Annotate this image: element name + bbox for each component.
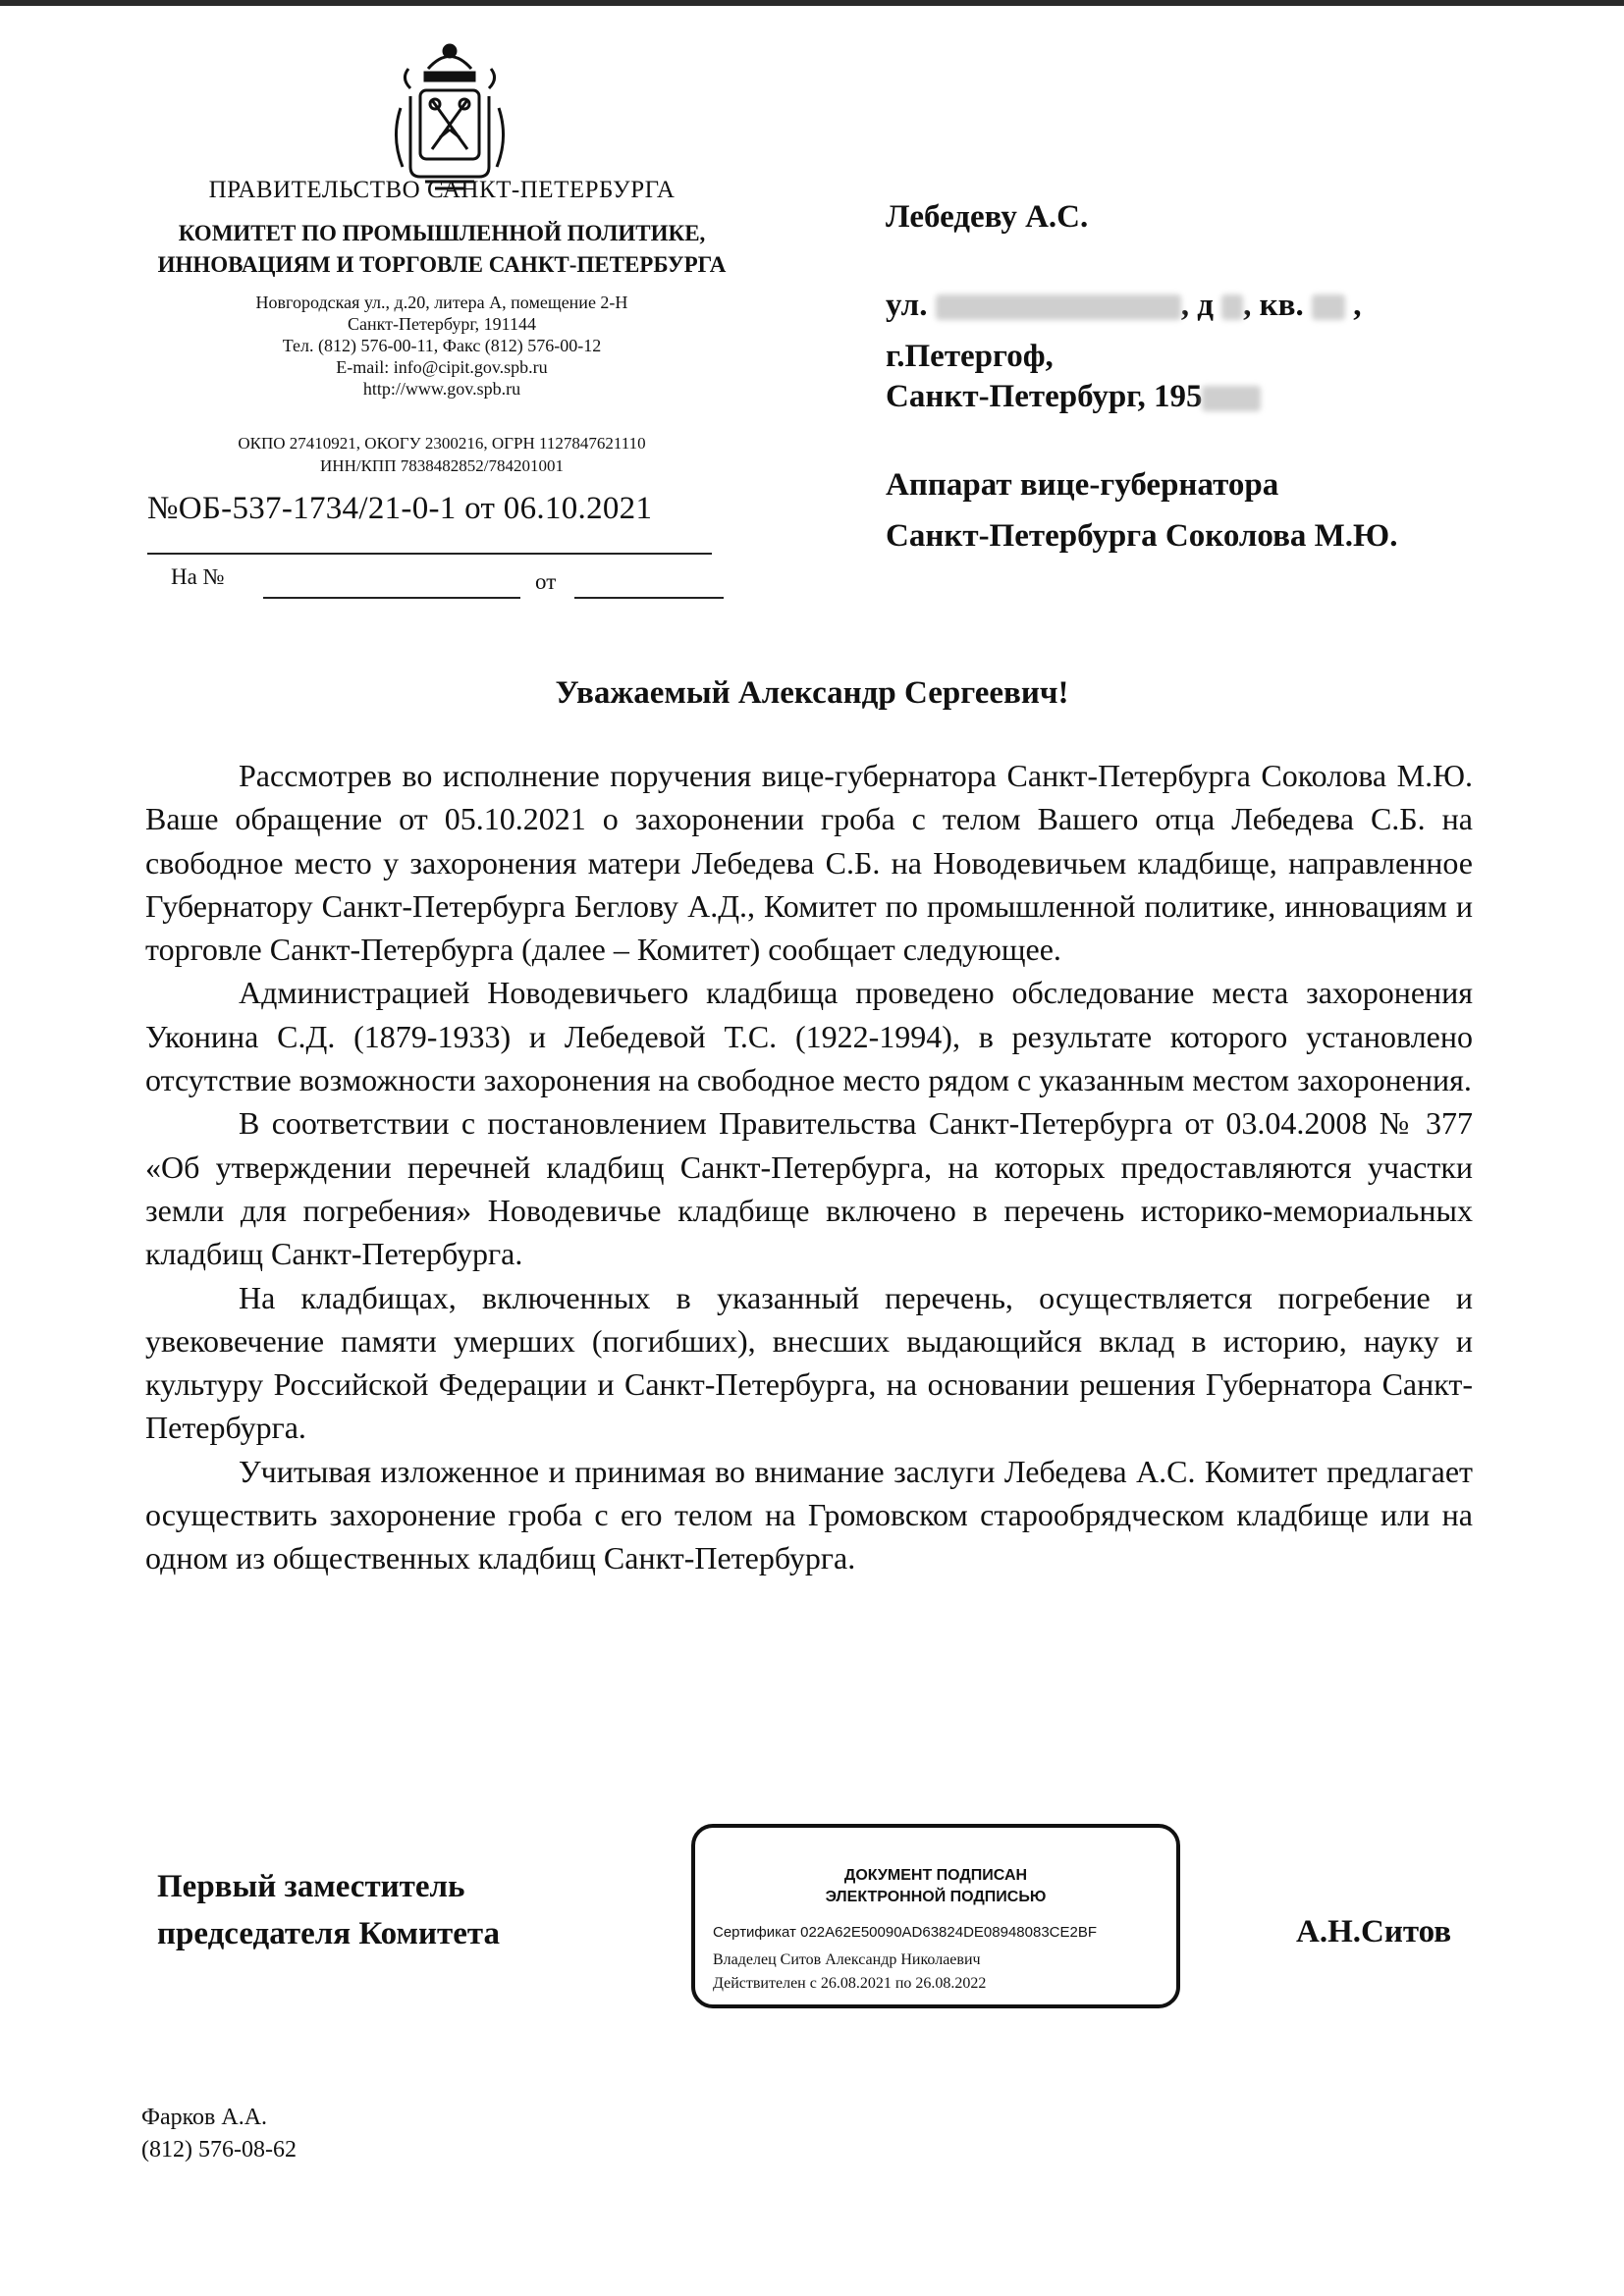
electronic-signature-stamp [691, 1824, 1180, 2008]
committee-address [137, 292, 746, 400]
executor-name: Фарков А.А. [141, 2105, 268, 2130]
committee-line-2: ИННОВАЦИЯМ И ТОРГОВЛЕ САНКТ-ПЕТЕРБУРГА [157, 252, 727, 277]
committee-codes [137, 432, 746, 477]
reply-to-number-line [263, 597, 520, 599]
stamp-heading-line-1: ДОКУМЕНТ ПОДПИСАН [843, 1867, 1028, 1884]
addressee-street [886, 280, 1362, 331]
government-name: ПРАВИТЕЛЬСТВО САНКТ-ПЕТЕРБУРГА [208, 177, 676, 203]
body-paragraph: Рассмотрев во исполнение поручения вице-губернатора Санкт-Петербурга Соколова М.Ю. Ваше обращение от 05.10.2021 о захоронении гроба с телом Вашего отца Лебедева С.Б. на свободное место у захоронения матери Лебедева С.Б. на Новодевичьем кладбище, направленное Губернатору Санкт-Петербурга Беглову А.Д., Комитет по промышленной политике, инновациям и торговле Санкт-Петербурга (далее – Комитет) сообщает следующее. [145, 758, 1473, 968]
signatory-title-line-2: председателя Комитета [157, 1916, 500, 1951]
street-house-label: , д [1180, 288, 1214, 323]
signatory-name: А.Н.Ситов [1296, 1914, 1452, 1949]
office-line-2: Санкт-Петербурга Соколова М.Ю. [886, 518, 1398, 554]
city-postcode: Санкт-Петербург, 195 [886, 379, 1203, 414]
executor-info [141, 2102, 297, 2166]
addressee-office [886, 459, 1573, 561]
body-paragraph: На кладбищах, включенных в указанный перечень, осуществляется погребение и увековечение памяти умерших (погибших), внесших выдающийся вклад в историю, науку и культуру Российской Федерации и Санкт-Петербурга, на основании решения Губернатора Санкт-Петербурга. [145, 1279, 1473, 1446]
redacted-postcode [1202, 386, 1261, 411]
registration-underline [147, 553, 712, 555]
reply-to-label: На № [171, 564, 225, 589]
phone-line: Тел. (812) 576-00-11, Факс (812) 576-00-12 [282, 336, 602, 355]
website-line: http://www.gov.spb.ru [362, 379, 521, 399]
street-flat-label: , кв. [1243, 288, 1304, 323]
signatory-title-line-1: Первый заместитель [157, 1869, 465, 1904]
addressee-town: г.Петергоф, [886, 339, 1054, 374]
stamp-heading [695, 1865, 1176, 1908]
redacted-house [1221, 294, 1243, 320]
coat-of-arms-icon [381, 39, 518, 196]
addressee-city [886, 371, 1261, 422]
stamp-heading-line-2: ЭЛЕКТРОННОЙ ПОДПИСЬЮ [825, 1889, 1047, 1905]
street-prefix: ул. [886, 288, 928, 323]
street-end: , [1353, 288, 1362, 323]
address-line: Новгородская ул., д.20, литера А, помещение 2-Н [255, 293, 628, 312]
scan-edge [0, 0, 1624, 6]
stamp-owner: Владелец Ситов Александр Николаевич [713, 1951, 981, 1968]
letter-body [145, 754, 1473, 1580]
committee-line-1: КОМИТЕТ ПО ПРОМЫШЛЕННОЙ ПОЛИТИКЕ, [178, 221, 706, 245]
redacted-flat [1312, 294, 1345, 320]
email-line: E-mail: info@cipit.gov.spb.ru [336, 357, 548, 377]
body-paragraph: Учитывая изложенное и принимая во внимание заслуги Лебедева А.С. Комитет предлагает осуществить захоронение гроба с его телом на Громовском старообрядческом кладбище или на одном из общественных кладбищ Санкт-Петербурга. [145, 1453, 1473, 1576]
reply-to-date-label: от [535, 569, 557, 594]
redacted-street [936, 294, 1181, 320]
reply-to-date-line [574, 597, 724, 599]
codes-line-2: ИНН/КПП 7838482852/784201001 [320, 456, 564, 475]
body-paragraph: В соответствии с постановлением Правительства Санкт-Петербурга от 03.04.2008 № 377 «Об утверждении перечней кладбищ Санкт-Петербурга, на которых предоставляются участки земли для погребения» Новодевичье кладбище включено в перечень историко-мемориальных кладбищ Санкт-Петербурга. [145, 1105, 1473, 1272]
office-line-1: Аппарат вице-губернатора [886, 467, 1279, 503]
executor-phone: (812) 576-08-62 [141, 2137, 297, 2163]
stamp-certificate: Сертификат 022A62E50090AD63824DE08948083CE2BF [713, 1924, 1098, 1941]
stamp-validity: Действителен с 26.08.2021 по 26.08.2022 [713, 1975, 987, 1992]
addressee-name: Лебедеву А.С. [886, 199, 1089, 235]
signatory-title [157, 1863, 500, 1957]
letter-greeting: Уважаемый Александр Сергеевич! [555, 675, 1069, 711]
codes-line-1: ОКПО 27410921, ОКОГУ 2300216, ОГРН 1127847621110 [238, 434, 646, 453]
address-line: Санкт-Петербург, 191144 [348, 314, 536, 334]
body-paragraph: Администрацией Новодевичьего кладбища проведено обследование места захоронения Уконина С.Д. (1879-1933) и Лебедевой Т.С. (1922-1994), в результате которого установлено отсутствие возможности захоронения на свободное место рядом с указанным местом захоронения. [145, 975, 1473, 1098]
committee-name [137, 218, 746, 281]
registration-number: №ОБ-537-1734/21-0-1 от 06.10.2021 [147, 491, 653, 526]
